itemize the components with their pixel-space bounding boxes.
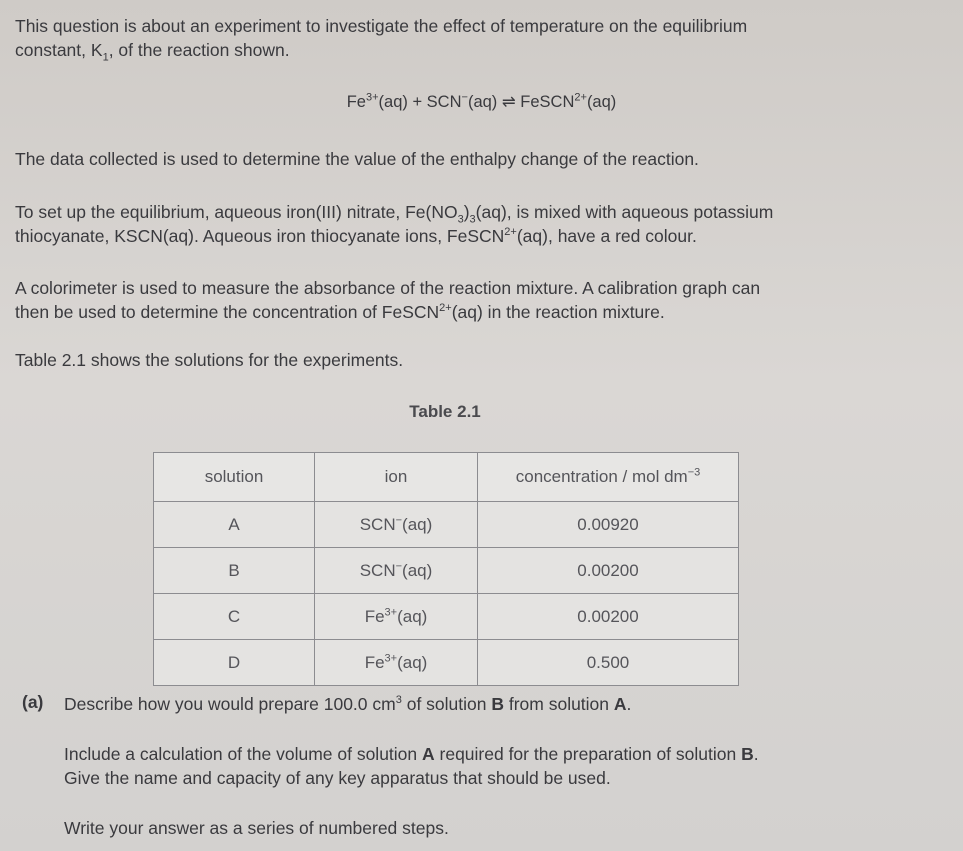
setup-d: thiocyanate, KSCN(aq). Aqueous iron thiocyanate ions, FeSCN: [15, 226, 505, 246]
table-title: Table 2.1: [409, 402, 481, 421]
setup-c: (aq), is mixed with aqueous potassium: [475, 202, 774, 222]
colorimeter-sup: 2+: [439, 302, 452, 315]
setup-a: To set up the equilibrium, aqueous iron(III) nitrate, Fe(NO: [15, 202, 458, 222]
eq-scn-state: (aq) ⇌ FeSCN: [467, 93, 575, 111]
colorimeter-b: then be used to determine the concentration of FeSCN: [15, 302, 440, 322]
cell-concentration: 0.500: [478, 640, 739, 686]
question-a-instructions: [64, 742, 944, 790]
table-reference-paragraph: Table 2.1 shows the solutions for the experiments.: [15, 350, 404, 370]
ion-state: (aq): [397, 652, 428, 672]
ion-charge: 3+: [384, 605, 398, 618]
header-concentration: [478, 453, 739, 502]
ion-state: (aq): [402, 514, 433, 534]
intro-line-1: This question is about an experiment to investigate the effect of temperature on the equilibrium: [15, 16, 748, 36]
eq-product-state: (aq): [586, 93, 617, 111]
qa-line2-mid: required for the preparation of solution: [434, 744, 742, 764]
ion-formula: Fe: [364, 606, 385, 626]
intro-line-2-post: , of the reaction shown.: [108, 40, 290, 60]
setup-sub-2: 3: [469, 213, 476, 226]
table-header-row: [154, 453, 739, 502]
setup-sup-1: 2+: [504, 226, 517, 239]
intro-line-2-pre: constant, K: [15, 40, 103, 60]
ion-state: (aq): [402, 560, 433, 580]
qa-line1-mid: of solution: [401, 694, 492, 714]
eq-scn-charge: −: [461, 91, 468, 104]
ion-formula: SCN: [359, 560, 396, 580]
eq-fe: Fe: [346, 93, 366, 111]
qa-solution-a: A: [613, 694, 627, 714]
k-subscript: 1: [102, 51, 109, 64]
cell-solution: B: [154, 548, 315, 594]
qa-line1-end: .: [626, 694, 632, 714]
eq-fe-charge: 3+: [365, 91, 379, 104]
colorimeter-paragraph: [15, 276, 955, 324]
cell-concentration: 0.00920: [478, 502, 739, 548]
question-a-line-1: [64, 692, 944, 716]
qa-line2-solution-b: B: [741, 744, 754, 764]
cell-ion: [315, 502, 478, 548]
qa-solution-b: B: [491, 694, 504, 714]
ion-charge: −: [395, 513, 403, 526]
reaction-equation: [0, 92, 963, 112]
cell-solution: A: [154, 502, 315, 548]
qa-line3: Give the name and capacity of any key apparatus that should be used.: [64, 768, 611, 788]
header-ion: ion: [315, 453, 478, 502]
table-row: [154, 594, 739, 640]
qa-line2-solution-a: A: [422, 744, 435, 764]
setup-sub-1: 3: [457, 213, 464, 226]
table-row: [154, 640, 739, 686]
cell-solution: C: [154, 594, 315, 640]
header-concentration-exp: −3: [687, 466, 701, 479]
question-a-line-4: Write your answer as a series of numbered steps.: [64, 818, 449, 838]
qa-cm3-exp: 3: [395, 694, 402, 707]
qa-line1-pre: Describe how you would prepare 100.0 cm: [64, 694, 396, 714]
table-row: [154, 548, 739, 594]
qa-line2-end: .: [753, 744, 759, 764]
cell-ion: [315, 640, 478, 686]
colorimeter-c: (aq) in the reaction mixture.: [451, 302, 665, 322]
setup-e: (aq), have a red colour.: [516, 226, 697, 246]
ion-charge: 3+: [384, 651, 398, 664]
cell-ion: [315, 594, 478, 640]
cell-solution: D: [154, 640, 315, 686]
question-a-label: (a): [22, 692, 44, 712]
setup-paragraph: [15, 200, 955, 248]
cell-ion: [315, 548, 478, 594]
ion-charge: −: [395, 559, 403, 572]
data-paragraph: The data collected is used to determine the value of the enthalpy change of the reaction.: [15, 149, 699, 169]
header-solution: solution: [154, 453, 315, 502]
eq-fe-state: (aq) + SCN: [378, 93, 462, 111]
ion-formula: SCN: [359, 514, 396, 534]
eq-product-charge: 2+: [574, 91, 587, 104]
solutions-table: [153, 452, 739, 686]
qa-line2-pre: Include a calculation of the volume of solution: [64, 744, 422, 764]
colorimeter-a: A colorimeter is used to measure the absorbance of the reaction mixture. A calibration graph can: [15, 278, 761, 298]
setup-b: ): [463, 202, 470, 222]
cell-concentration: 0.00200: [478, 594, 739, 640]
header-concentration-label: concentration / mol dm: [515, 467, 688, 486]
qa-line1-mid2: from solution: [503, 694, 614, 714]
table-row: [154, 502, 739, 548]
ion-state: (aq): [397, 606, 428, 626]
ion-formula: Fe: [364, 652, 385, 672]
intro-paragraph: [15, 14, 955, 62]
cell-concentration: 0.00200: [478, 548, 739, 594]
